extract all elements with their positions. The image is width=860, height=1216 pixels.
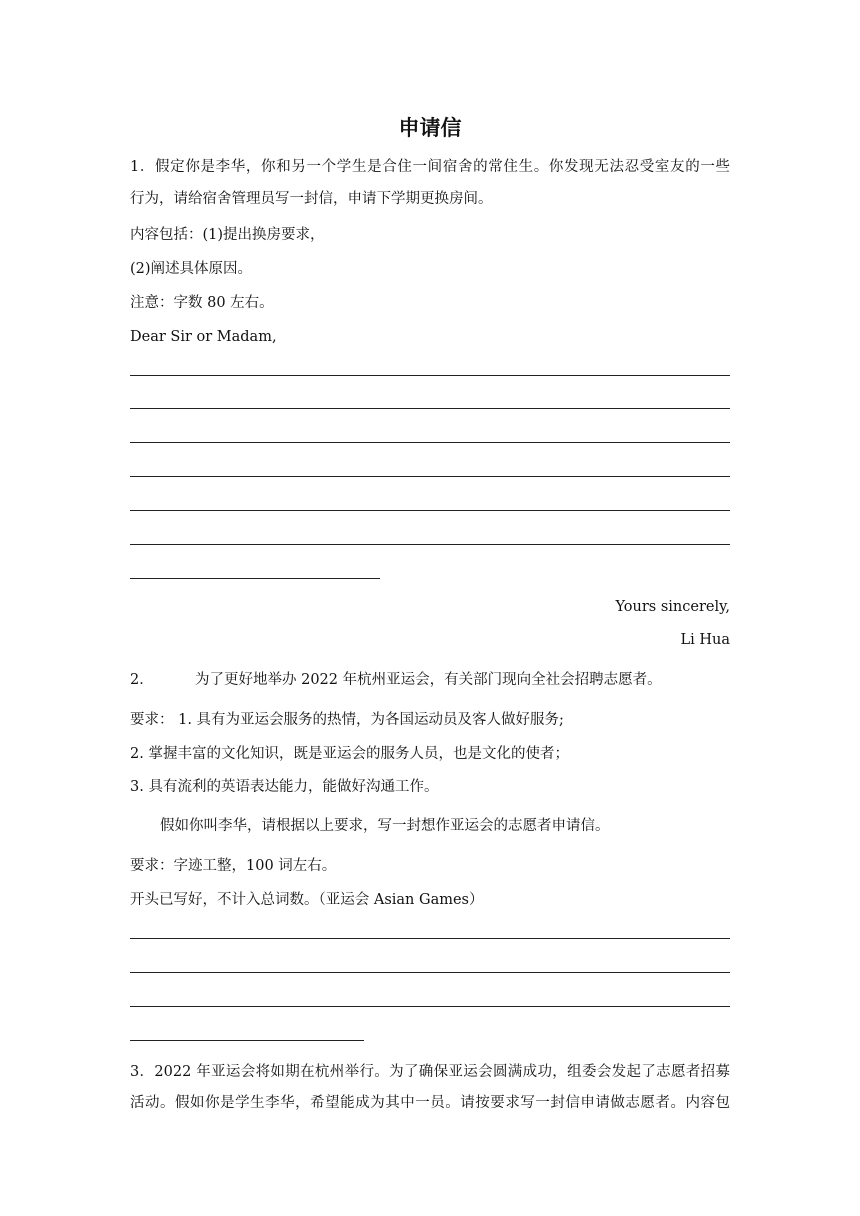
q1-note: 注意：字数 80 左右。 <box>130 295 274 311</box>
q2-requirement-1: 要求： 1. 具有为亚运会服务的热情，为各国运动员及客人做好服务; <box>130 712 564 728</box>
page-title: 申请信 <box>398 116 462 140</box>
answer-line <box>130 578 380 579</box>
q1-content-label: 内容包括：(1)提出换房要求， <box>130 227 325 243</box>
answer-line <box>130 442 730 443</box>
answer-line <box>130 1006 730 1007</box>
q2-requirement-3: 3. 具有流利的英语表达能力，能做好沟通工作。 <box>130 779 439 795</box>
q1-prompt-line-2: 行为，请给宿舍管理员写一封信，申请下学期更换房间。 <box>130 191 493 207</box>
answer-line <box>130 375 730 376</box>
q2-intro: 为了更好地举办 2022 年杭州亚运会，有关部门现向全社会招聘志愿者。 <box>195 672 662 688</box>
q2-note: 要求：字迹工整，100 词左右。 <box>130 858 337 874</box>
answer-line <box>130 510 730 511</box>
answer-line <box>130 1040 364 1041</box>
q1-prompt-line-1: 1．假定你是李华，你和另一个学生是合住一间宿舍的常住生。你发现无法忍受室友的一些 <box>130 159 730 175</box>
q2-opening-note: 开头已写好，不计入总词数。（亚运会 Asian Games） <box>130 892 484 908</box>
q3-prompt-line-2: 活动。假如你是学生李华，希望能成为其中一员。请按要求写一封信申请做志愿者。内容包 <box>130 1095 730 1111</box>
q1-closing: Yours sincerely, <box>615 599 730 615</box>
q1-content-item-2: (2)阐述具体原因。 <box>130 261 253 277</box>
answer-line <box>130 544 730 545</box>
q3-prompt-line-1: 3．2022 年亚运会将如期在杭州举行。为了确保亚运会圆满成功，组委会发起了志愿者招募 <box>130 1064 730 1080</box>
answer-line <box>130 938 730 939</box>
answer-line <box>130 476 730 477</box>
q2-requirement-2: 2. 掌握丰富的文化知识，既是亚运会的服务人员，也是文化的使者； <box>130 746 569 762</box>
q2-task: 假如你叫李华，请根据以上要求，写一封想作亚运会的志愿者申请信。 <box>160 818 610 834</box>
q1-signature: Li Hua <box>680 632 730 648</box>
q2-number: 2． <box>130 672 154 688</box>
q1-salutation: Dear Sir or Madam, <box>130 329 277 345</box>
answer-line <box>130 972 730 973</box>
answer-line <box>130 408 730 409</box>
